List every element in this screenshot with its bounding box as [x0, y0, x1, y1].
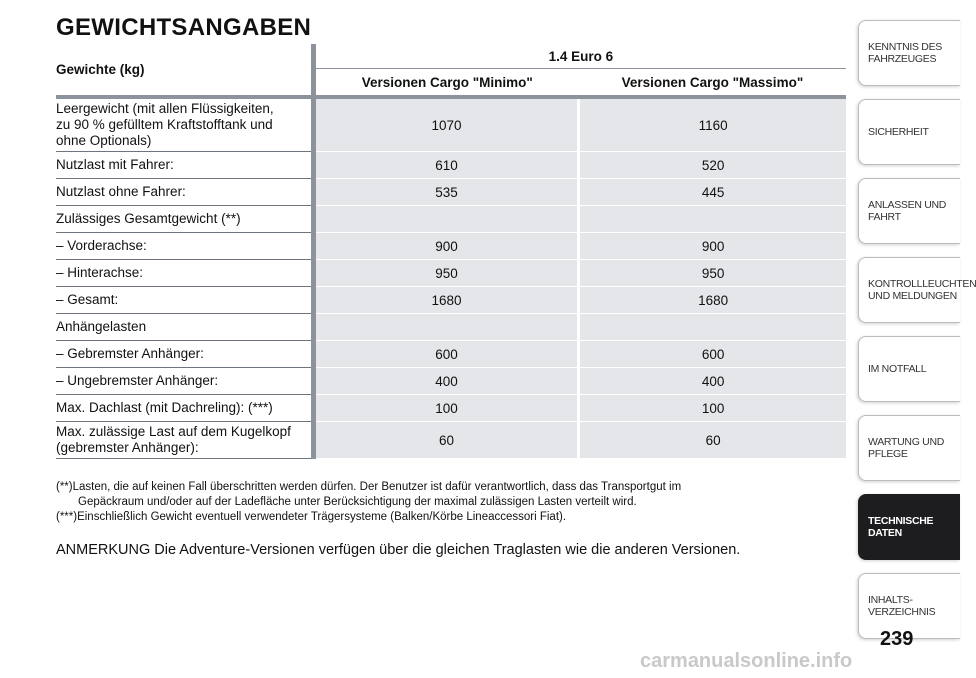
table-row	[56, 233, 846, 260]
table-row	[56, 97, 846, 152]
row-label: Nutzlast mit Fahrer:	[56, 152, 313, 179]
table-row	[56, 368, 846, 395]
value-massimo: 520	[579, 152, 846, 179]
row-label: Zulässiges Gesamtgewicht (**)	[56, 206, 313, 233]
remark: ANMERKUNG Die Adventure-Versionen verfügen über die gleichen Traglasten wie die anderen Versionen.	[56, 542, 741, 558]
value-massimo: 445	[579, 179, 846, 206]
sidebar-tab-label: INHALTS-VERZEICHNIS	[868, 594, 936, 618]
value-massimo: 60	[579, 422, 846, 459]
column-header-minimo: Versionen Cargo "Minimo"	[313, 69, 579, 98]
sidebar-tab-label: WARTUNG UND PFLEGE	[868, 436, 945, 460]
value-minimo	[313, 314, 579, 341]
sidebar-tab-label: IM NOTFALL	[868, 363, 927, 375]
table-row	[56, 314, 846, 341]
value-minimo: 60	[313, 422, 579, 459]
value-minimo: 1680	[313, 287, 579, 314]
value-minimo: 610	[313, 152, 579, 179]
weights-table	[56, 44, 846, 459]
footnote-2: (***)Einschließlich Gewicht eventuell verwendeter Trägersysteme (Balken/Körbe Lineaccessori Fiat).	[56, 511, 567, 523]
table-row	[56, 260, 846, 287]
row-label: – Ungebremster Anhänger:	[56, 368, 313, 395]
footnote-1	[56, 480, 846, 510]
value-minimo: 100	[313, 395, 579, 422]
value-minimo: 400	[313, 368, 579, 395]
value-minimo: 900	[313, 233, 579, 260]
sidebar-tab[interactable]	[858, 494, 960, 560]
value-minimo: 535	[313, 179, 579, 206]
sidebar-tab[interactable]	[858, 415, 960, 481]
group-header: 1.4 Euro 6	[548, 48, 614, 64]
value-minimo: 950	[313, 260, 579, 287]
footnotes	[56, 480, 846, 525]
table-row	[56, 341, 846, 368]
table-row	[56, 179, 846, 206]
row-label: Max. Dachlast (mit Dachreling): (***)	[56, 395, 313, 422]
row-label: Anhängelasten	[56, 314, 313, 341]
value-massimo	[579, 206, 846, 233]
footnote-1-line-2: Gepäckraum und/oder auf der Ladefläche unter Berücksichtigung der maximal zulässigen Lasten verteilt wird.	[78, 496, 637, 508]
value-massimo: 1160	[579, 97, 846, 152]
sidebar-tab[interactable]	[858, 336, 960, 402]
page-title: GEWICHTSANGABEN	[56, 14, 312, 41]
row-label: Nutzlast ohne Fahrer:	[56, 179, 313, 206]
sidebar-tab-label: ANLASSEN UND FAHRT	[868, 199, 947, 223]
row-label: – Gebremster Anhänger:	[56, 341, 313, 368]
chapter-sidebar	[858, 20, 976, 652]
sidebar-tab[interactable]	[858, 20, 960, 86]
sidebar-tab-label: TECHNISCHE DATEN	[868, 515, 934, 539]
value-massimo: 900	[579, 233, 846, 260]
value-massimo: 1680	[579, 287, 846, 314]
value-massimo: 400	[579, 368, 846, 395]
value-minimo	[313, 206, 579, 233]
value-massimo: 100	[579, 395, 846, 422]
sidebar-tab[interactable]	[858, 178, 960, 244]
table-row	[56, 395, 846, 422]
row-label: – Gesamt:	[56, 287, 313, 314]
sidebar-tab-label: KENNTNIS DES FAHRZEUGES	[868, 41, 942, 65]
row-label: Max. zulässige Last auf dem Kugelkopf (gebremster Anhänger):	[56, 422, 313, 459]
sidebar-tab-label: KONTROLLLEUCHTEN UND MELDUNGEN	[868, 278, 976, 302]
table-row	[56, 422, 846, 459]
value-minimo: 1070	[313, 97, 579, 152]
value-minimo: 600	[313, 341, 579, 368]
watermark: carmanualsonline.info	[640, 650, 853, 672]
table-row	[56, 206, 846, 233]
sidebar-tab-label: SICHERHEIT	[868, 126, 929, 138]
row-label: – Hinterachse:	[56, 260, 313, 287]
row-label: – Vorderachse:	[56, 233, 313, 260]
row-label: Leergewicht (mit allen Flüssigkeiten, zu 90 % gefülltem Kraftstofftank und ohne Optionals)	[56, 97, 313, 152]
value-massimo: 600	[579, 341, 846, 368]
table-body	[56, 97, 846, 459]
page-number: 239	[880, 628, 914, 650]
column-header-massimo: Versionen Cargo "Massimo"	[579, 69, 846, 98]
sidebar-tab[interactable]	[858, 99, 960, 165]
footnote-1-line-1: (**)Lasten, die auf keinen Fall überschritten werden dürfen. Der Benutzer ist dafür verantwortlich, dass das Transportgut im	[56, 481, 682, 493]
table-row	[56, 287, 846, 314]
sidebar-tab[interactable]	[858, 257, 976, 323]
value-massimo: 950	[579, 260, 846, 287]
table-row	[56, 152, 846, 179]
row-header: Gewichte (kg)	[56, 44, 313, 97]
value-massimo	[579, 314, 846, 341]
